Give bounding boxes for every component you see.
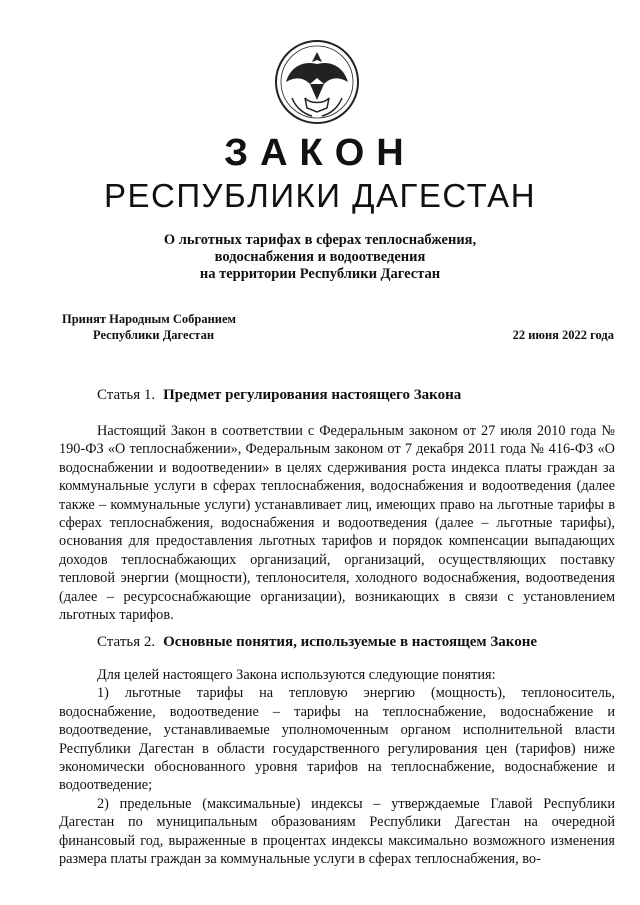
adopted-by-line: Республики Дагестан (93, 328, 215, 342)
adoption-block (62, 311, 236, 343)
article-1-body (59, 422, 615, 624)
document-title: ЗАКОН (224, 132, 416, 174)
subject-line: О льготных тарифах в сферах теплоснабжения, (163, 232, 477, 248)
law-subject (0, 232, 640, 283)
adopted-by-line: Принят Народным Собранием (62, 312, 237, 326)
paragraph: 2) предельные (максимальные) индексы – утверждаемые Главой Республики Дагестан по муниципальным образованиям Республики Дагестан на очередной финансовый год, выраженные в процентах индексы максимально возможного изменения размера платы граждан за коммунальные услуги в сферах теплоснабжения, во- (59, 795, 615, 868)
subject-line: на территории Республики Дагестан (199, 266, 441, 282)
paragraph: Для целей настоящего Закона используются следующие понятия: (97, 667, 496, 683)
paragraph: 1) льготные тарифы на тепловую энергию (мощность), теплоноситель, водоснабжение, водоотведение – тарифы на теплоснабжение, водоснабжение и водоотведение, устанавливаемые уполномоченным органом исполнительной власти Республики Дагестан в области государственного регулирования цен (тарифов) ниже экономически обоснованного уровня тарифов на теплоснабжение, водоснабжение и водоотведение; (59, 685, 615, 794)
adoption-date: 22 июня 2022 года (512, 328, 614, 342)
article-title: Основные понятия, используемые в настоящем Законе (163, 634, 538, 650)
subject-line: водоснабжения и водоотведения (214, 249, 426, 265)
article-2-body (59, 666, 615, 868)
document-subtitle: РЕСПУБЛИКИ ДАГЕСТАН (103, 177, 537, 214)
article-title: Предмет регулирования настоящего Закона (163, 387, 462, 403)
article-number: Статья 1. (97, 387, 156, 403)
article-number: Статья 2. (97, 634, 156, 650)
paragraph: Настоящий Закон в соответствии с Федеральным законом от 27 июля 2010 года № 190-ФЗ «О теплоснабжении», Федеральным законом от 7 декабря 2011 года № 416-ФЗ «О водоснабжении и водоотведении» в целях сдерживания роста индекса платы граждан за коммунальные услуги в сферах теплоснабжения, водоснабжения и водоотведения (далее также – коммунальные услуги) устанавливает лиц, имеющих право на льготные тарифы в сферах теплоснабжения, водоснабжения и водоотведения (далее – льготные тарифы), основания для предоставления льготных тарифов и порядок компенсации выпадающих доходов теплоснабжающих организаций, организаций, осуществляющих поставку тепловой энергии (мощности), теплоносителя, холодного водоснабжения, водоотведения (далее – ресурсоснабжающие организации), возникающих в связи с установлением льготных тарифов. (59, 423, 615, 624)
article-1-heading (97, 386, 461, 404)
coat-of-arms-emblem (272, 38, 362, 126)
article-2-heading (97, 633, 537, 651)
